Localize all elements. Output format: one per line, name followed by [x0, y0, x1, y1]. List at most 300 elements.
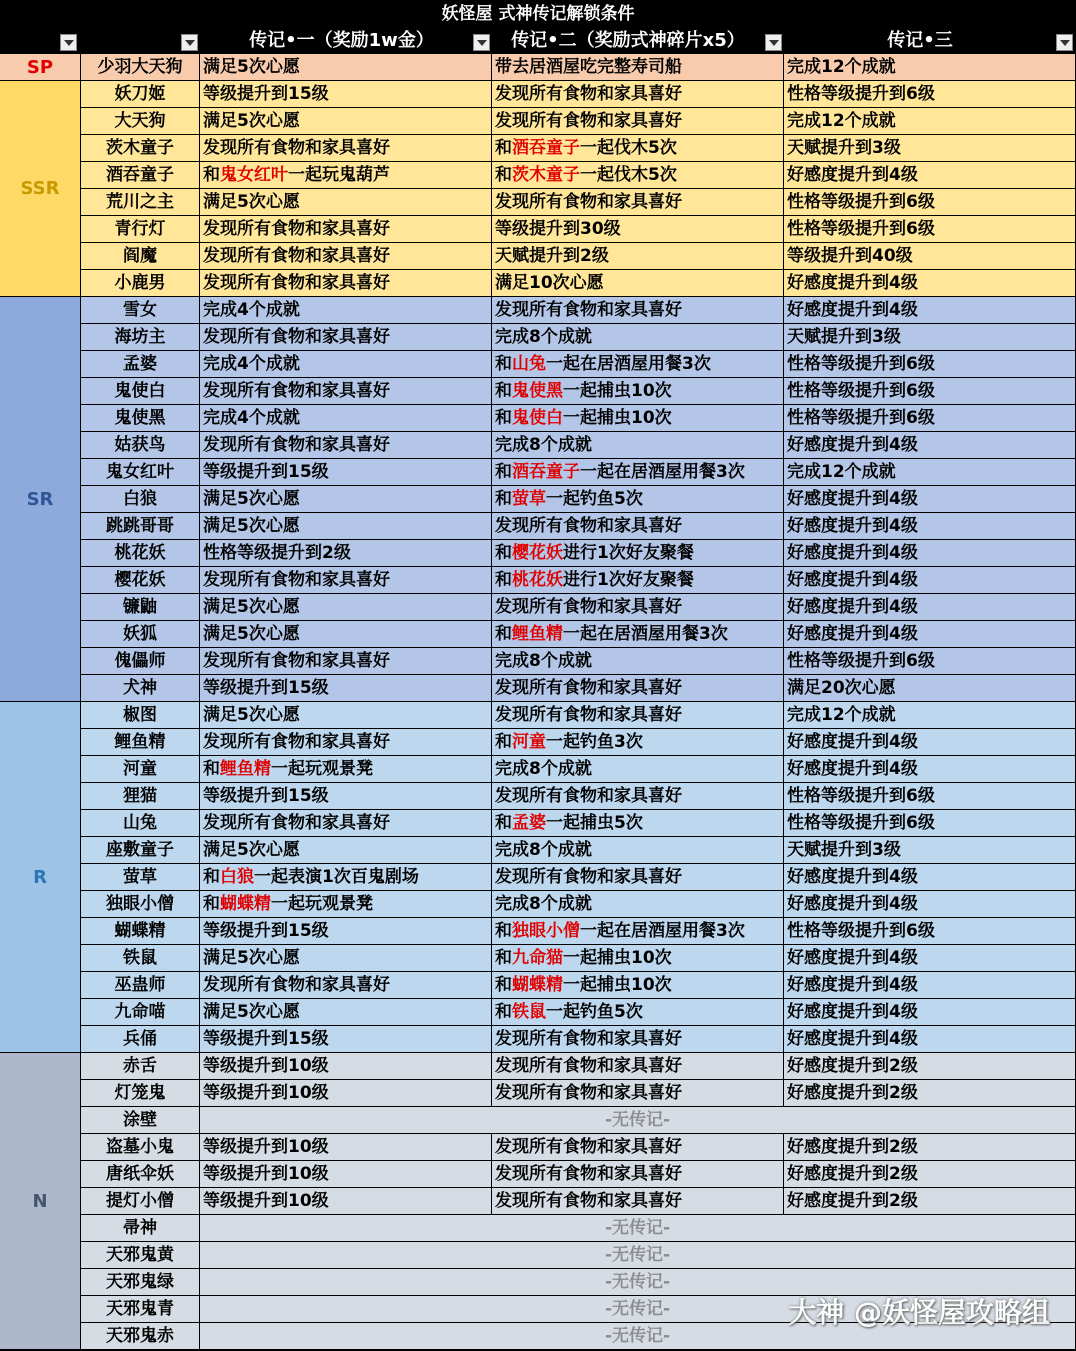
biography-3-cell[interactable]	[784, 837, 1076, 864]
biography-2-cell[interactable]	[492, 1026, 784, 1053]
condition-text: 发现所有食物和家具喜好	[495, 84, 682, 104]
shikigami-name-cell[interactable]: 天邪鬼赤	[81, 1323, 200, 1350]
biography-1-cell[interactable]	[200, 756, 492, 783]
biography-1-cell[interactable]	[200, 621, 492, 648]
shikigami-name-cell[interactable]: 九命喵	[81, 999, 200, 1026]
condition-text: 和	[495, 975, 512, 995]
biography-3-cell[interactable]	[784, 135, 1076, 162]
biography-2-cell[interactable]	[492, 162, 784, 189]
biography-2-cell[interactable]	[492, 1161, 784, 1188]
shikigami-name-cell[interactable]: 灯笼鬼	[81, 1080, 200, 1107]
biography-1-cell[interactable]	[200, 162, 492, 189]
condition-text: 等级提升到15级	[203, 921, 329, 941]
shikigami-name-cell[interactable]: 镰鼬	[81, 594, 200, 621]
condition-text: 一起伐木5次	[580, 165, 677, 185]
condition-text: 完成8个成就	[495, 651, 592, 671]
biography-2-cell[interactable]	[492, 675, 784, 702]
shikigami-name-cell[interactable]: 河童	[81, 756, 200, 783]
biography-3-cell[interactable]	[784, 540, 1076, 567]
condition-text: 等级提升到10级	[203, 1191, 329, 1211]
biography-1-cell[interactable]	[200, 1134, 492, 1161]
shikigami-name-cell[interactable]: 唐纸伞妖	[81, 1161, 200, 1188]
header-row	[0, 28, 1076, 54]
table-row	[0, 594, 1076, 621]
highlighted-name: 九命猫	[512, 948, 563, 968]
biography-2-cell[interactable]	[492, 432, 784, 459]
biography-3-cell[interactable]	[784, 810, 1076, 837]
biography-3-cell[interactable]	[784, 216, 1076, 243]
biography-3-cell[interactable]	[784, 432, 1076, 459]
condition-text: 性格等级提升到6级	[787, 192, 935, 212]
condition-text: 性格等级提升到6级	[787, 651, 935, 671]
condition-text: 满足5次心愿	[203, 1002, 300, 1022]
highlighted-name: 鬼使黑	[512, 381, 563, 401]
biography-2-cell[interactable]	[492, 621, 784, 648]
shikigami-name-cell[interactable]: 白狼	[81, 486, 200, 513]
shikigami-name-cell[interactable]: 巫蛊师	[81, 972, 200, 999]
condition-text: 性格等级提升到6级	[787, 813, 935, 833]
table-row	[0, 135, 1076, 162]
biography-1-cell[interactable]	[200, 378, 492, 405]
shikigami-name-cell[interactable]: 孟婆	[81, 351, 200, 378]
biography-3-cell[interactable]	[784, 270, 1076, 297]
biography-1-cell[interactable]	[200, 810, 492, 837]
biography-1-cell[interactable]	[200, 324, 492, 351]
highlighted-name: 桃花妖	[512, 570, 563, 590]
biography-3-cell[interactable]	[784, 324, 1076, 351]
biography-3-cell[interactable]	[784, 486, 1076, 513]
highlighted-name: 山兔	[512, 354, 546, 374]
biography-1-cell[interactable]	[200, 513, 492, 540]
biography-1-cell[interactable]	[200, 1161, 492, 1188]
no-biography-cell[interactable]: -无传记-	[200, 1269, 1076, 1296]
table-row	[0, 1053, 1076, 1080]
condition-text: 满足5次心愿	[203, 57, 300, 77]
biography-1-cell[interactable]	[200, 54, 492, 81]
shikigami-name-cell[interactable]: 提灯小僧	[81, 1188, 200, 1215]
condition-text: 一起钓鱼5次	[546, 1002, 643, 1022]
biography-1-cell[interactable]	[200, 675, 492, 702]
condition-text: 发现所有食物和家具喜好	[495, 1164, 682, 1184]
biography-2-cell[interactable]	[492, 135, 784, 162]
condition-text: 满足10次心愿	[495, 273, 604, 293]
biography-2-cell[interactable]	[492, 270, 784, 297]
table-row	[0, 864, 1076, 891]
shikigami-name-cell[interactable]: 茨木童子	[81, 135, 200, 162]
biography-1-cell[interactable]	[200, 945, 492, 972]
no-biography-cell[interactable]: -无传记-	[200, 1296, 1076, 1323]
biography-1-cell[interactable]	[200, 81, 492, 108]
table-row	[0, 405, 1076, 432]
biography-1-cell[interactable]	[200, 864, 492, 891]
biography-3-cell[interactable]	[784, 891, 1076, 918]
biography-1-cell[interactable]	[200, 540, 492, 567]
biography-2-cell[interactable]	[492, 486, 784, 513]
condition-text: 完成8个成就	[495, 327, 592, 347]
condition-text: 好感度提升到4级	[787, 300, 918, 320]
biography-2-cell[interactable]	[492, 1188, 784, 1215]
condition-text: 发现所有食物和家具喜好	[495, 1056, 682, 1076]
biography-1-cell[interactable]	[200, 351, 492, 378]
biography-3-cell[interactable]	[784, 513, 1076, 540]
biography-3-cell[interactable]	[784, 1188, 1076, 1215]
biography-3-cell[interactable]	[784, 1080, 1076, 1107]
biography-1-cell[interactable]	[200, 1053, 492, 1080]
shikigami-name-cell[interactable]: 山兔	[81, 810, 200, 837]
header-biography-2: 传记•二（奖励式神碎片x5）	[511, 30, 745, 51]
condition-text: 好感度提升到2级	[787, 1164, 918, 1184]
shikigami-name-cell[interactable]: 鬼使黑	[81, 405, 200, 432]
shikigami-name-cell[interactable]: 椒图	[81, 702, 200, 729]
biography-3-cell[interactable]	[784, 1026, 1076, 1053]
highlighted-name: 蝴蝶精	[220, 894, 271, 914]
biography-3-cell[interactable]	[784, 351, 1076, 378]
condition-text: 好感度提升到4级	[787, 516, 918, 536]
biography-3-cell[interactable]	[784, 81, 1076, 108]
biography-3-cell[interactable]	[784, 378, 1076, 405]
shikigami-name-cell[interactable]: 蝴蝶精	[81, 918, 200, 945]
biography-2-cell[interactable]	[492, 1134, 784, 1161]
biography-2-cell[interactable]	[492, 405, 784, 432]
condition-text: 满足5次心愿	[203, 624, 300, 644]
biography-3-cell[interactable]	[784, 783, 1076, 810]
condition-text: 发现所有食物和家具喜好	[203, 138, 390, 158]
biography-1-cell[interactable]	[200, 108, 492, 135]
biography-3-cell[interactable]	[784, 108, 1076, 135]
biography-2-cell[interactable]	[492, 594, 784, 621]
biography-2-cell[interactable]	[492, 540, 784, 567]
no-biography-cell[interactable]: -无传记-	[200, 1323, 1076, 1350]
condition-text: 发现所有食物和家具喜好	[495, 1083, 682, 1103]
condition-text: 一起表演1次百鬼剧场	[254, 867, 419, 887]
table-row	[0, 432, 1076, 459]
condition-text: 好感度提升到4级	[787, 570, 918, 590]
table-row	[0, 270, 1076, 297]
shikigami-name-cell[interactable]: 帚神	[81, 1215, 200, 1242]
shikigami-name-cell[interactable]: 姑获鸟	[81, 432, 200, 459]
biography-1-cell[interactable]	[200, 648, 492, 675]
condition-text: 发现所有食物和家具喜好	[495, 300, 682, 320]
condition-text: 进行1次好友聚餐	[563, 570, 694, 590]
shikigami-name-cell[interactable]: 大天狗	[81, 108, 200, 135]
condition-text: 性格等级提升到6级	[787, 381, 935, 401]
biography-3-cell[interactable]	[784, 459, 1076, 486]
biography-2-cell[interactable]	[492, 1053, 784, 1080]
biography-1-cell[interactable]	[200, 999, 492, 1026]
shikigami-name-cell[interactable]: 犬神	[81, 675, 200, 702]
biography-2-cell[interactable]	[492, 837, 784, 864]
condition-text: 等级提升到10级	[203, 1056, 329, 1076]
condition-text: 一起在居酒屋用餐3次	[563, 624, 728, 644]
biography-2-cell[interactable]	[492, 891, 784, 918]
shikigami-name-cell[interactable]: 独眼小僧	[81, 891, 200, 918]
shikigami-name-cell[interactable]: 赤舌	[81, 1053, 200, 1080]
biography-2-cell[interactable]	[492, 513, 784, 540]
highlighted-name: 鲤鱼精	[220, 759, 271, 779]
biography-2-cell[interactable]	[492, 324, 784, 351]
biography-1-cell[interactable]	[200, 459, 492, 486]
biography-3-cell[interactable]	[784, 864, 1076, 891]
biography-2-cell[interactable]	[492, 54, 784, 81]
biography-2-cell[interactable]	[492, 918, 784, 945]
highlighted-name: 白狼	[220, 867, 254, 887]
condition-text: 发现所有食物和家具喜好	[203, 273, 390, 293]
shikigami-name-cell[interactable]: 鬼使白	[81, 378, 200, 405]
condition-text: 一起捕虫10次	[563, 381, 672, 401]
biography-3-cell[interactable]	[784, 1053, 1076, 1080]
biography-3-cell[interactable]	[784, 918, 1076, 945]
condition-text: 和	[203, 867, 220, 887]
condition-text: 和	[495, 543, 512, 563]
biography-3-cell[interactable]	[784, 1161, 1076, 1188]
biography-1-cell[interactable]	[200, 405, 492, 432]
condition-text: 等级提升到30级	[495, 219, 621, 239]
biography-1-cell[interactable]	[200, 729, 492, 756]
highlighted-name: 鬼女红叶	[220, 165, 288, 185]
shikigami-name-cell[interactable]: 鲤鱼精	[81, 729, 200, 756]
biography-1-cell[interactable]	[200, 1080, 492, 1107]
highlighted-name: 孟婆	[512, 813, 546, 833]
biography-1-cell[interactable]	[200, 1026, 492, 1053]
table-row	[0, 1134, 1076, 1161]
biography-3-cell[interactable]	[784, 405, 1076, 432]
table-row	[0, 756, 1076, 783]
biography-3-cell[interactable]	[784, 162, 1076, 189]
shikigami-name-cell[interactable]: 荒川之主	[81, 189, 200, 216]
condition-text: 和	[495, 624, 512, 644]
biography-1-cell[interactable]	[200, 594, 492, 621]
shikigami-name-cell[interactable]: 座敷童子	[81, 837, 200, 864]
highlighted-name: 酒吞童子	[512, 462, 580, 482]
biography-1-cell[interactable]	[200, 1188, 492, 1215]
tier-label-sr: SR	[0, 297, 81, 702]
condition-text: 性格等级提升到6级	[787, 219, 935, 239]
biography-3-cell[interactable]	[784, 189, 1076, 216]
condition-text: 性格等级提升到6级	[787, 354, 935, 374]
biography-2-cell[interactable]	[492, 189, 784, 216]
shikigami-name-cell[interactable]: 青行灯	[81, 216, 200, 243]
highlighted-name: 鲤鱼精	[512, 624, 563, 644]
biography-1-cell[interactable]	[200, 891, 492, 918]
shikigami-name-cell[interactable]: 雪女	[81, 297, 200, 324]
biography-3-cell[interactable]	[784, 675, 1076, 702]
condition-text: 发现所有食物和家具喜好	[203, 246, 390, 266]
shikigami-name-cell[interactable]: 盗墓小鬼	[81, 1134, 200, 1161]
condition-text: 天赋提升到3级	[787, 840, 901, 860]
shikigami-name-cell[interactable]: 桃花妖	[81, 540, 200, 567]
highlighted-name: 樱花妖	[512, 543, 563, 563]
condition-text: 等级提升到10级	[203, 1164, 329, 1184]
condition-text: 和	[495, 1002, 512, 1022]
biography-1-cell[interactable]	[200, 486, 492, 513]
highlighted-name: 独眼小僧	[512, 921, 580, 941]
filter-dropdown-biography-3[interactable]	[1056, 34, 1073, 51]
biography-2-cell[interactable]	[492, 459, 784, 486]
biography-2-cell[interactable]	[492, 1080, 784, 1107]
condition-text: 发现所有食物和家具喜好	[203, 732, 390, 752]
condition-text: 完成12个成就	[787, 705, 896, 725]
table-row	[0, 459, 1076, 486]
condition-text: 和	[495, 462, 512, 482]
no-biography-cell[interactable]: -无传记-	[200, 1242, 1076, 1269]
condition-text: 和	[495, 489, 512, 509]
condition-text: 满足20次心愿	[787, 678, 896, 698]
biography-2-cell[interactable]	[492, 108, 784, 135]
biography-2-cell[interactable]	[492, 729, 784, 756]
sheet-title: 妖怪屋 式神传记解锁条件	[0, 0, 1076, 28]
condition-text: 好感度提升到2级	[787, 1137, 918, 1157]
table-row	[0, 540, 1076, 567]
biography-3-cell[interactable]	[784, 972, 1076, 999]
condition-text: 发现所有食物和家具喜好	[203, 651, 390, 671]
biography-1-cell[interactable]	[200, 243, 492, 270]
condition-text: 等级提升到15级	[203, 678, 329, 698]
filter-dropdown-biography-2[interactable]	[765, 34, 782, 51]
shikigami-name-cell[interactable]: 小鹿男	[81, 270, 200, 297]
condition-text: 等级提升到15级	[203, 462, 329, 482]
no-biography-cell[interactable]: -无传记-	[200, 1215, 1076, 1242]
biography-3-cell[interactable]	[784, 729, 1076, 756]
biography-1-cell[interactable]	[200, 189, 492, 216]
condition-text: 发现所有食物和家具喜好	[203, 219, 390, 239]
shikigami-name-cell[interactable]: 天邪鬼黄	[81, 1242, 200, 1269]
biography-1-cell[interactable]	[200, 432, 492, 459]
condition-text: 一起钓鱼5次	[546, 489, 643, 509]
condition-text: 发现所有食物和家具喜好	[495, 516, 682, 536]
biography-1-cell[interactable]	[200, 270, 492, 297]
condition-text: 发现所有食物和家具喜好	[495, 678, 682, 698]
biography-1-cell[interactable]	[200, 918, 492, 945]
condition-text: 完成4个成就	[203, 354, 300, 374]
biography-2-cell[interactable]	[492, 567, 784, 594]
condition-text: 发现所有食物和家具喜好	[495, 1029, 682, 1049]
table-row	[0, 162, 1076, 189]
no-biography-cell[interactable]: -无传记-	[200, 1107, 1076, 1134]
condition-text: 和	[495, 165, 512, 185]
biography-1-cell[interactable]	[200, 216, 492, 243]
biography-2-cell[interactable]	[492, 756, 784, 783]
shikigami-name-cell[interactable]: 跳跳哥哥	[81, 513, 200, 540]
biography-3-cell[interactable]	[784, 594, 1076, 621]
header-biography-3: 传记•三	[887, 30, 953, 51]
condition-text: 性格等级提升到6级	[787, 84, 935, 104]
biography-1-cell[interactable]	[200, 837, 492, 864]
biography-2-cell[interactable]	[492, 297, 784, 324]
biography-3-cell[interactable]	[784, 1134, 1076, 1161]
shikigami-name-cell[interactable]: 鬼女红叶	[81, 459, 200, 486]
condition-text: 和	[495, 570, 512, 590]
biography-2-cell[interactable]	[492, 702, 784, 729]
condition-text: 完成4个成就	[203, 300, 300, 320]
biography-2-cell[interactable]	[492, 81, 784, 108]
condition-text: 和	[495, 354, 512, 374]
condition-text: 好感度提升到4级	[787, 273, 918, 293]
shikigami-name-cell[interactable]: 傀儡师	[81, 648, 200, 675]
condition-text: 一起捕虫10次	[563, 408, 672, 428]
table-row	[0, 486, 1076, 513]
highlighted-name: 河童	[512, 732, 546, 752]
biography-2-cell[interactable]	[492, 810, 784, 837]
biography-1-cell[interactable]	[200, 702, 492, 729]
table-row	[0, 324, 1076, 351]
biography-3-cell[interactable]	[784, 54, 1076, 81]
condition-text: 好感度提升到4级	[787, 1029, 918, 1049]
shikigami-name-cell[interactable]: 妖刀姬	[81, 81, 200, 108]
biography-2-cell[interactable]	[492, 351, 784, 378]
biography-3-cell[interactable]	[784, 756, 1076, 783]
shikigami-name-cell[interactable]: 天邪鬼绿	[81, 1269, 200, 1296]
shikigami-name-cell[interactable]: 天邪鬼青	[81, 1296, 200, 1323]
condition-text: 好感度提升到4级	[787, 894, 918, 914]
condition-text: 性格等级提升到2级	[203, 543, 351, 563]
biography-2-cell[interactable]	[492, 648, 784, 675]
table-row	[0, 621, 1076, 648]
condition-text: 等级提升到15级	[203, 84, 329, 104]
biography-1-cell[interactable]	[200, 297, 492, 324]
biography-2-cell[interactable]	[492, 783, 784, 810]
shikigami-name-cell[interactable]: 少羽大天狗	[81, 54, 200, 81]
shikigami-name-cell[interactable]: 涂壁	[81, 1107, 200, 1134]
condition-text: 好感度提升到4级	[787, 759, 918, 779]
biography-1-cell[interactable]	[200, 972, 492, 999]
shikigami-name-cell[interactable]: 妖狐	[81, 621, 200, 648]
biography-1-cell[interactable]	[200, 567, 492, 594]
biography-3-cell[interactable]	[784, 297, 1076, 324]
filter-dropdown-biography-1[interactable]	[473, 34, 490, 51]
biography-2-cell[interactable]	[492, 972, 784, 999]
condition-text: 等级提升到10级	[203, 1083, 329, 1103]
biography-1-cell[interactable]	[200, 783, 492, 810]
shikigami-name-cell[interactable]: 阎魔	[81, 243, 200, 270]
biography-3-cell[interactable]	[784, 945, 1076, 972]
shikigami-name-cell[interactable]: 狸猫	[81, 783, 200, 810]
condition-text: 好感度提升到4级	[787, 732, 918, 752]
shikigami-name-cell[interactable]: 兵俑	[81, 1026, 200, 1053]
condition-text: 满足5次心愿	[203, 705, 300, 725]
watermark: 大神 @妖怪屋攻略组	[788, 1296, 1050, 1329]
biography-2-cell[interactable]	[492, 378, 784, 405]
biography-3-cell[interactable]	[784, 567, 1076, 594]
biography-2-cell[interactable]	[492, 999, 784, 1026]
biography-2-cell[interactable]	[492, 243, 784, 270]
condition-text: 性格等级提升到6级	[787, 921, 935, 941]
biography-3-cell[interactable]	[784, 999, 1076, 1026]
condition-text: 天赋提升到3级	[787, 327, 901, 347]
condition-text: 满足5次心愿	[203, 192, 300, 212]
filter-dropdown-name[interactable]	[181, 34, 198, 51]
condition-text: 一起捕虫10次	[563, 948, 672, 968]
shikigami-name-cell[interactable]: 萤草	[81, 864, 200, 891]
biography-2-cell[interactable]	[492, 864, 784, 891]
biography-2-cell[interactable]	[492, 945, 784, 972]
biography-3-cell[interactable]	[784, 648, 1076, 675]
shikigami-name-cell[interactable]: 铁鼠	[81, 945, 200, 972]
condition-text: 等级提升到15级	[203, 1029, 329, 1049]
shikigami-name-cell[interactable]: 樱花妖	[81, 567, 200, 594]
biography-3-cell[interactable]	[784, 243, 1076, 270]
biography-2-cell[interactable]	[492, 216, 784, 243]
filter-dropdown-tier[interactable]	[60, 34, 77, 51]
highlighted-name: 茨木童子	[512, 165, 580, 185]
biography-3-cell[interactable]	[784, 621, 1076, 648]
condition-text: 好感度提升到4级	[787, 975, 918, 995]
table-row	[0, 702, 1076, 729]
table-row	[0, 1188, 1076, 1215]
biography-1-cell[interactable]	[200, 135, 492, 162]
biography-3-cell[interactable]	[784, 702, 1076, 729]
shikigami-name-cell[interactable]: 海坊主	[81, 324, 200, 351]
shikigami-name-cell[interactable]: 酒吞童子	[81, 162, 200, 189]
